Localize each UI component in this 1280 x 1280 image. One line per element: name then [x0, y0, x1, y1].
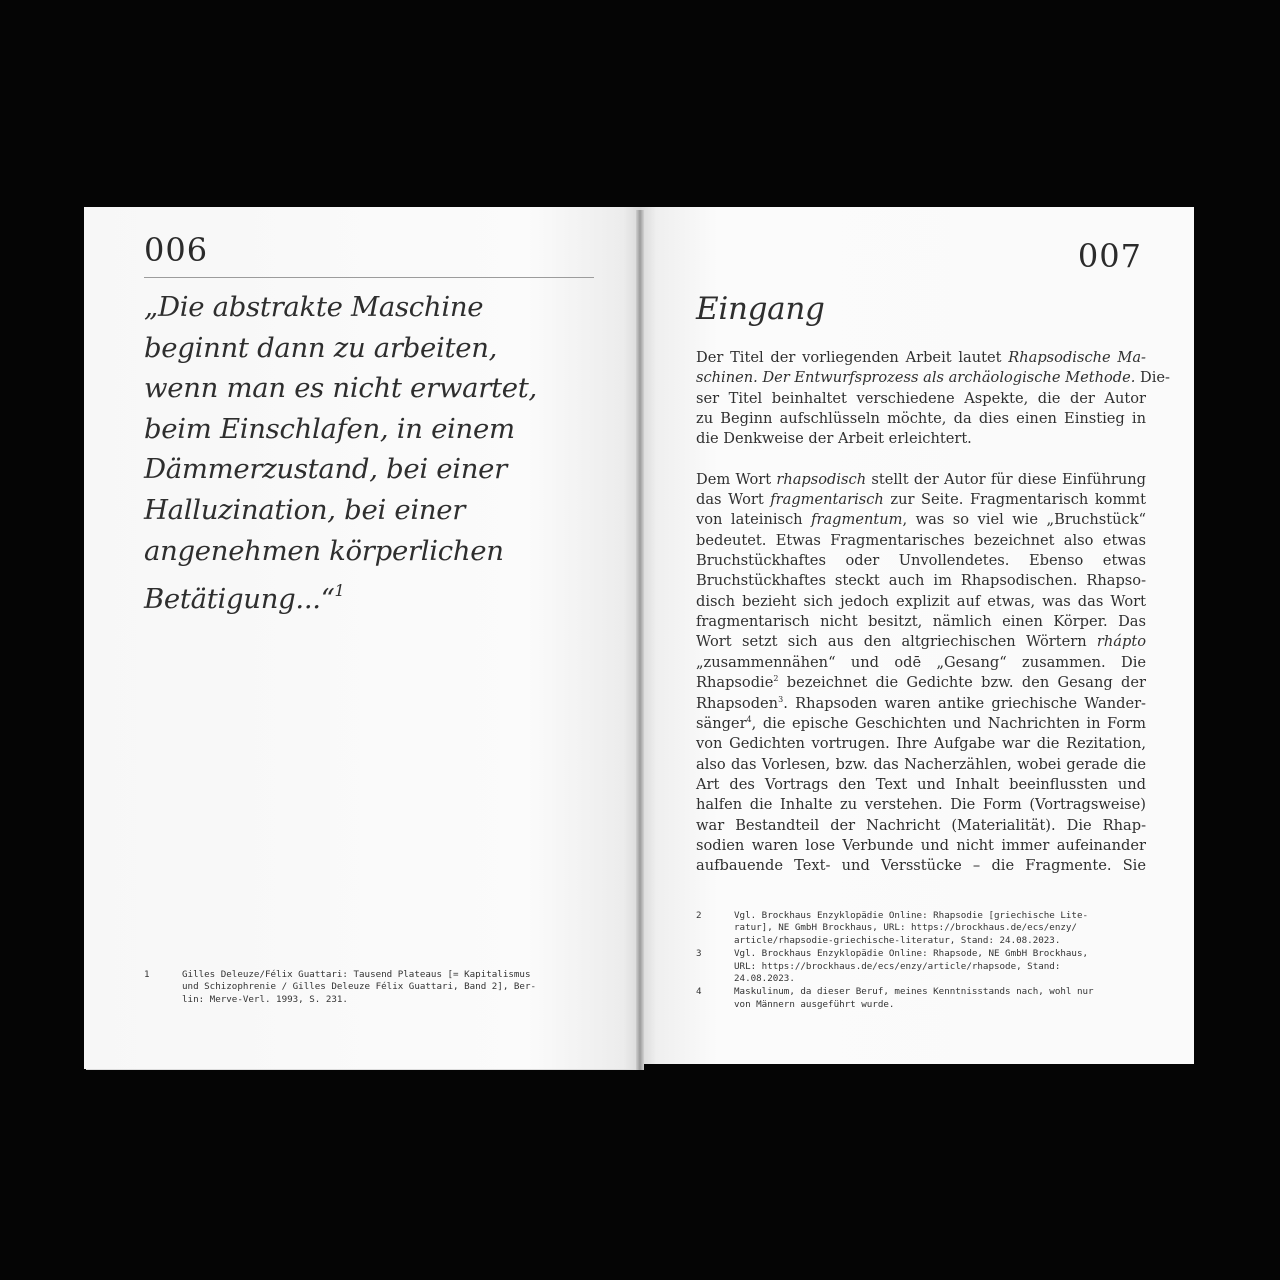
footnote-number: 2: [696, 910, 702, 921]
text-line: Art des Vortrags den Text und Inhalt beeinflussten und: [696, 775, 1146, 793]
text-line: war Bestandteil der Nachricht (Materialität). Die Rhap-: [696, 816, 1146, 834]
chapter-title: Eingang: [696, 291, 825, 327]
quote-line-text: Betätigung...“: [144, 583, 335, 616]
quote-line: angenehmen körperlichen: [144, 534, 504, 567]
paragraph: [696, 470, 1146, 877]
footnote-text: [734, 910, 1146, 947]
footnote-line: Vgl. Brockhaus Enzyklopädie Online: Rhapsode, NE GmbH Brockhaus,: [734, 948, 1089, 960]
epigraph-quote: [144, 287, 614, 620]
header-rule: [144, 277, 594, 278]
quote-line: beginnt dann zu arbeiten,: [144, 331, 498, 364]
text-line: also das Vorlesen, bzw. das Nacherzählen, wobei gerade die: [696, 755, 1146, 773]
text-line: Bruchstückhaftes oder Unvollendetes. Ebenso etwas: [696, 552, 1146, 570]
quote-line: beim Einschlafen, in einem: [144, 412, 515, 445]
quote-line: wenn man es nicht erwartet,: [144, 372, 537, 405]
text-line: aufbauende Text- und Versstücke – die Fragmente. Sie: [696, 857, 1146, 875]
footnote-text: [734, 986, 1146, 1011]
text-line: die Denkweise der Arbeit erleichtert.: [696, 430, 972, 448]
right-page: [640, 207, 1194, 1064]
footnote-line: article/rhapsodie-griechische-literatur, Stand: 24.08.2023.: [734, 934, 1061, 946]
footnote-number: 1: [144, 969, 150, 980]
text-line: von lateinisch fragmentum, was so viel wie „Bruchstück“: [696, 511, 1147, 529]
body-text: [696, 348, 1170, 897]
footnote-mark: 1: [334, 581, 345, 601]
text-line: fragmentarisch nicht besitzt, nämlich einen Körper. Das: [696, 613, 1146, 631]
book-gutter: [636, 210, 644, 1070]
page-number: 007: [1077, 237, 1142, 275]
text-line: von Gedichten vortrugen. Ihre Aufgabe war die Rezitation,: [696, 735, 1146, 753]
footnote-line: Gilles Deleuze/Félix Guattari: Tausend Plateaus [= Kapitalismus: [182, 969, 531, 980]
footnotes: [144, 969, 584, 1007]
quote-line: Halluzination, bei einer: [144, 493, 466, 526]
footnote-item: [696, 948, 1146, 985]
footnote-line: Vgl. Brockhaus Enzyklopädie Online: Rhapsodie [griechische Lite-: [734, 910, 1089, 921]
footnote-line: ratur], NE GmbH Brockhaus, URL: https://brockhaus.de/ecs/enzy/: [734, 922, 1077, 934]
left-page: [84, 207, 640, 1069]
text-line: halfen die Inhalte zu verstehen. Die Form (Vortragsweise): [696, 796, 1146, 814]
quote-line: Dämmerzustand, bei einer: [144, 453, 507, 486]
footnote-line: von Männern ausgeführt wurde.: [734, 998, 895, 1010]
text-line: Bruchstückhaftes steckt auch im Rhapsodischen. Rhapso-: [696, 572, 1146, 590]
page-number: 006: [144, 231, 209, 269]
text-line: sänger$^4$, die epische Geschichten und Nachrichten in Form: [696, 714, 1146, 732]
text-line: bedeutet. Etwas Fragmentarisches bezeichnet also etwas: [696, 531, 1146, 549]
footnote-line: lin: Merve-Verl. 1993, S. 231.: [182, 993, 348, 1005]
text-line: zu Beginn aufschlüsseln möchte, da dies einen Einstieg in: [696, 410, 1146, 428]
paragraph: [696, 348, 1170, 450]
text-line: Der Titel der vorliegenden Arbeit lautet Rhapsodische Ma-: [696, 349, 1146, 366]
quote-line: [144, 571, 614, 620]
text-line: Rhapsodie$^2$ bezeichnet die Gedichte bzw. den Gesang der: [696, 674, 1146, 692]
footnote-item: [696, 986, 1146, 1011]
text-line: „zusammennähen“ und odē „Gesang“ zusammen. Die: [696, 653, 1146, 671]
quote-line: „Die abstrakte Maschine: [144, 291, 484, 323]
footnote-item: [696, 910, 1146, 947]
footnote-line: 24.08.2023.: [734, 973, 795, 985]
footnote-item: [144, 969, 584, 1006]
footnote-number: 3: [696, 948, 702, 960]
text-line: Wort setzt sich aus den altgriechischen Wörtern rháptо: [696, 633, 1146, 651]
text-line: disch bezieht sich jedoch explizit auf etwas, was das Wort: [696, 592, 1146, 610]
text-line: schinen. Der Entwurfsprozess als archäologische Methode. Die-: [696, 369, 1170, 387]
text-line: das Wort fragmentarisch zur Seite. Fragmentarisch kommt: [696, 491, 1146, 509]
text-line: ser Titel beinhaltet verschiedene Aspekte, die der Autor: [696, 389, 1146, 407]
text-line: sodien waren lose Verbunde und nicht immer aufeinander: [696, 836, 1146, 854]
footnote-line: URL: https://brockhaus.de/ecs/enzy/article/rhapsode, Stand:: [734, 960, 1061, 972]
footnote-number: 4: [696, 986, 702, 998]
footnote-line: und Schizophrenie / Gilles Deleuze Félix Guattari, Band 2], Ber-: [182, 981, 537, 993]
footnote-text: [182, 969, 584, 1006]
footnote-line: Maskulinum, da dieser Beruf, meines Kenntnisstands nach, wohl nur: [734, 986, 1094, 998]
text-line: Dem Wort rhapsodisch stellt der Autor für diese Einführung: [696, 470, 1146, 488]
text-line: Rhapsoden$^3$. Rhapsoden waren antike griechische Wander-: [696, 694, 1146, 712]
footnotes: [696, 910, 1146, 1012]
footnote-text: [734, 948, 1146, 985]
